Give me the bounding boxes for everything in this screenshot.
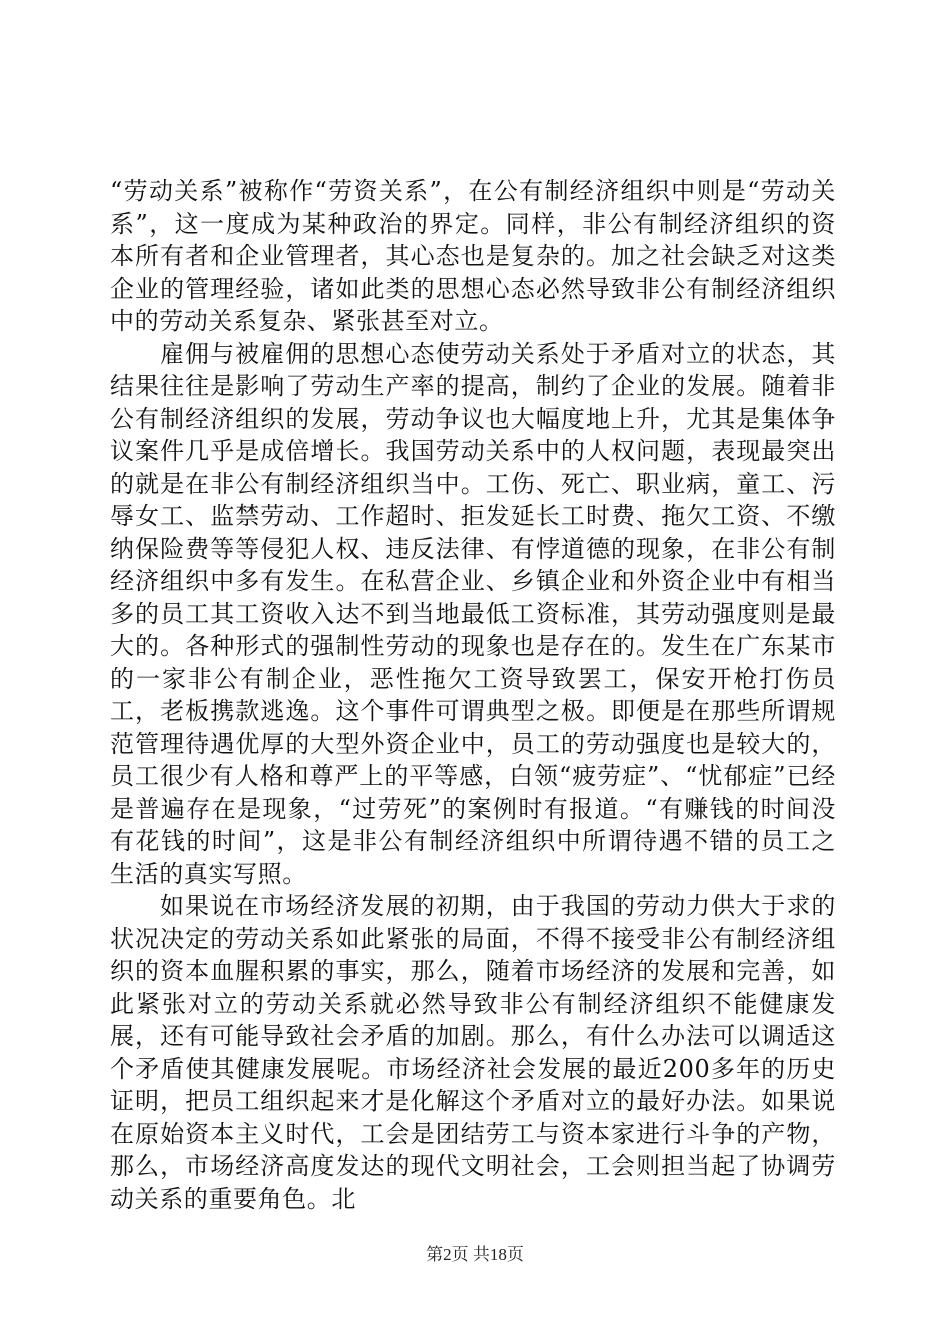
page-footer: [0, 1240, 950, 1265]
paragraph-3: 如果说在市场经济发展的初期，由于我国的劳动力供大于求的状况决定的劳动关系如此紧张的局面，不得不接受非公有制经济组织的资本血腥积累的事实，那么，随着市场经济的发展和完善，如此紧张对立的劳动关系就必然导致非公有制经济组织不能健康发展，还有可能导致社会矛盾的加剧。那么，有什么办法可以调适这个矛盾使其健康发展呢。市场经济社会发展的最近200多年的历史证明，把员工组织起来才是化解这个矛盾对立的最好办法。如果说在原始资本主义时代，工会是团结劳工与资本家进行斗争的产物，那么，市场经济高度发达的现代文明社会，工会则担当起了协调劳动关系的重要角色。北: [110, 892, 836, 1213]
paragraph-1: “劳动关系”被称作“劳资关系”，在公有制经济组织中则是“劳动关系”，这一度成为某种政治的界定。同样，非公有制经济组织的资本所有者和企业管理者，其心态也是复杂的。加之社会缺乏对这类企业的管理经验，诸如此类的思想心态必然导致非公有制经济组织中的劳动关系复杂、紧张甚至对立。: [110, 177, 836, 335]
body-text: [110, 175, 836, 1215]
page-number-label: 第2页 共18页: [426, 1245, 524, 1264]
paragraph-2: 雇佣与被雇佣的思想心态使劳动关系处于矛盾对立的状态，其结果往往是影响了劳动生产率的提高，制约了企业的发展。随着非公有制经济组织的发展，劳动争议也大幅度地上升，尤其是集体争议案件几乎是成倍增长。我国劳动关系中的人权问题，表现最突出的就是在非公有制经济组织当中。工伤、死亡、职业病，童工、污辱女工、监禁劳动、工作超时、拒发延长工时费、拖欠工资、不缴纳保险费等等侵犯人权、违反法律、有悖道德的现象，在非公有制经济组织中多有发生。在私营企业、乡镇企业和外资企业中有相当多的员工其工资收入达不到当地最低工资标准，其劳动强度则是最大的。各种形式的强制性劳动的现象也是存在的。发生在广东某市的一家非公有制企业，恶性拖欠工资导致罢工，保安开枪打伤员工，老板携款逃逸。这个事件可谓典型之极。即便是在那些所谓规范管理待遇优厚的大型外资企业中，员工的劳动强度也是较大的，员工很少有人格和尊严上的平等感，白领“疲劳症”、“忧郁症”已经是普遍存在是现象，“过劳死”的案例时有报道。“有赚钱的时间没有花钱的时间”，这是非公有制经济组织中所谓待遇不错的员工之生活的真实写照。: [110, 339, 836, 888]
